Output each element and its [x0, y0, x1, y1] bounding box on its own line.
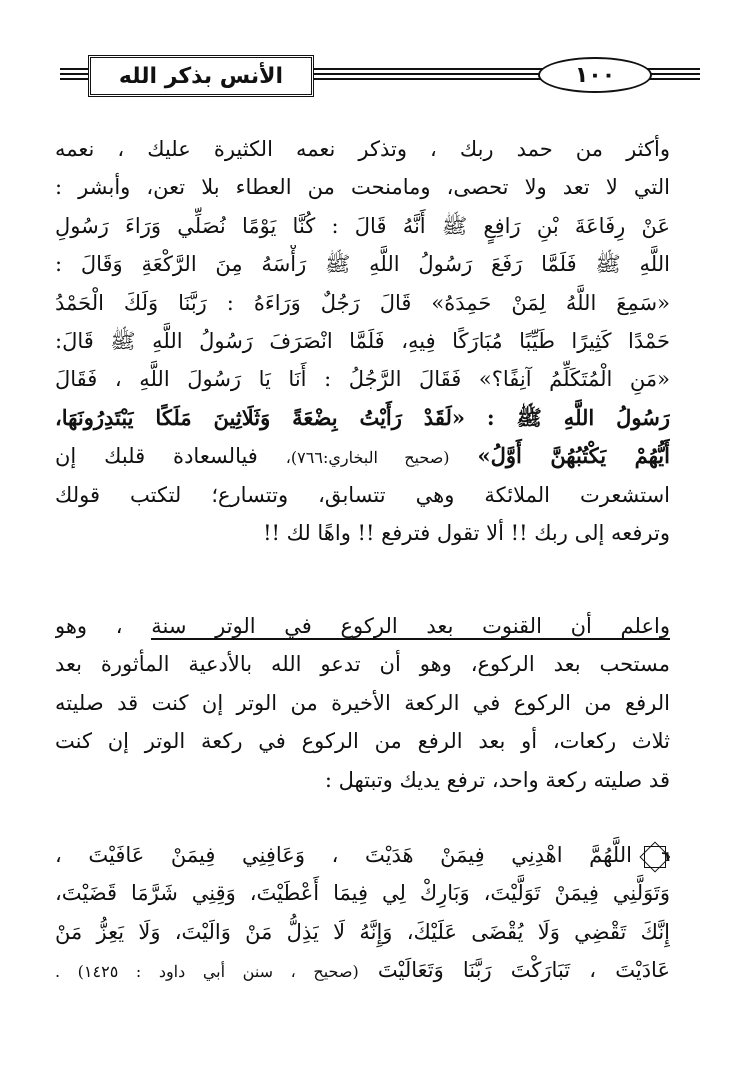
text-line: قد صليته ركعة واحد، ترفع يديك وتبتهل :: [324, 767, 670, 792]
text-line: عَنْ رِفَاعَةَ بْنِ رَافِعٍ ﷺ أَنَّهُ قَالَ : كُنَّا يَوْمًا نُصَلِّي وَرَاءَ رَسُولِ: [55, 213, 670, 238]
dua-text: اللَّهُمَّ اهْدِنِي فِيمَنْ هَدَيْتَ ، وَعَافِنِي فِيمَنْ عَافَيْتَ ،: [55, 843, 632, 867]
text-line: حَمْدًا كَثِيرًا طَيِّبًا مُبَارَكًا فِيهِ، فَلَمَّا انْصَرَفَ رَسُولُ اللَّهِ ﷺ قَالَ:: [55, 328, 670, 353]
text-line: [55, 836, 670, 874]
paragraph-qunut: [55, 607, 670, 799]
page-number-oval: [538, 57, 652, 93]
text-line: وأكثر من حمد ربك ، وتذكر نعمه الكثيرة عليك ، نعمه: [55, 137, 670, 161]
text-line: إِنَّكَ تَقْضِي وَلَا يُقْضَى عَلَيْكَ، وَإِنَّهُ لَا يَذِلُّ مَنْ وَالَيْتَ، وَلَا يَعِزُّ مَنْ: [55, 919, 670, 944]
text-line: [55, 437, 670, 475]
underlined-statement: واعلم أن القنوت بعد الركوع في الوتر سنة: [151, 614, 670, 638]
text-line: ثلاث ركعات، أو بعد الرفع من الركوع في ركعة الوتر إن كنت: [55, 729, 670, 754]
book-title: الأنس بذكر الله: [118, 63, 284, 89]
text-line: [55, 607, 670, 645]
text-line: «مَنِ الْمُتَكَلِّمُ آنِفًا؟» فَقَالَ الرَّجُلُ : أَنَا يَا رَسُولَ اللَّهِ ، فَقَالَ: [55, 367, 670, 392]
text-fragment: فيالسعادة قلبك إن: [55, 444, 258, 469]
dua-number: ٦: [661, 848, 670, 865]
text-line: وترفعه إلى ربك !! ألا تقول فترفع !! واهًا لك !!: [263, 520, 670, 545]
text-line: مستحب بعد الركوع، وهو أن تدعو الله بالأدعية المأثورة بعد: [55, 652, 670, 677]
paragraph-hadith: [55, 130, 670, 552]
text-fragment: ، وهو: [55, 614, 123, 638]
text-line: «سَمِعَ اللَّهُ لِمَنْ حَمِدَهُ» قَالَ رَجُلٌ وَرَاءَهُ : رَبَّنَا وَلَكَ الْحَمْدُ: [55, 290, 670, 315]
text-line: استشعرت الملائكة وهي تتسابق، وتتسارع؛ لتكتب قولك: [55, 482, 670, 507]
source-citation: (صحيح ، سنن أبي داود : ١٤٢٥) .: [55, 962, 359, 982]
page-number: ١٠٠: [574, 62, 616, 88]
text-line: التي لا تعد ولا تحصى، ومامنحت من العطاء بلا تعن، وأبشر :: [55, 175, 670, 200]
text-line: [55, 951, 670, 989]
text-line: وَتَوَلَّنِي فِيمَنْ تَوَلَّيْتَ، وَبَارِكْ لِي فِيمَا أَعْطَيْتَ، وَقِنِي شَرَّمَا قَضَيْتَ،: [55, 881, 670, 906]
source-citation: (صحيح البخاري:٧٦٦)،: [285, 448, 450, 468]
dua-text: عَادَيْتَ ، تَبَارَكْتَ رَبَّنَا وَتَعَالَيْتَ: [377, 958, 670, 983]
book-title-box: [88, 55, 314, 97]
text-line: الرفع من الركوع في الركعة الأخيرة من الوتر إن كنت قد صليته: [55, 690, 670, 715]
dua-block: [55, 836, 670, 990]
text-line: اللَّهِ ﷺ فَلَمَّا رَفَعَ رَسُولُ اللَّهِ ﷺ رَأْسَهُ مِنَ الرَّكْعَةِ وَقَالَ :: [55, 252, 670, 277]
page-header: [60, 52, 700, 96]
hadith-ending: أَيُّهُمْ يَكْتُبُهُنَّ أَوَّلُ»: [477, 443, 670, 469]
text-line: رَسُولُ اللَّهِ ﷺ : «لَقَدْ رَأَيْتُ بِضْعَةً وَثَلَاثِينَ مَلَكًا يَبْتَدِرُونَهَا،: [55, 404, 670, 430]
dua-number-marker: [640, 842, 670, 872]
